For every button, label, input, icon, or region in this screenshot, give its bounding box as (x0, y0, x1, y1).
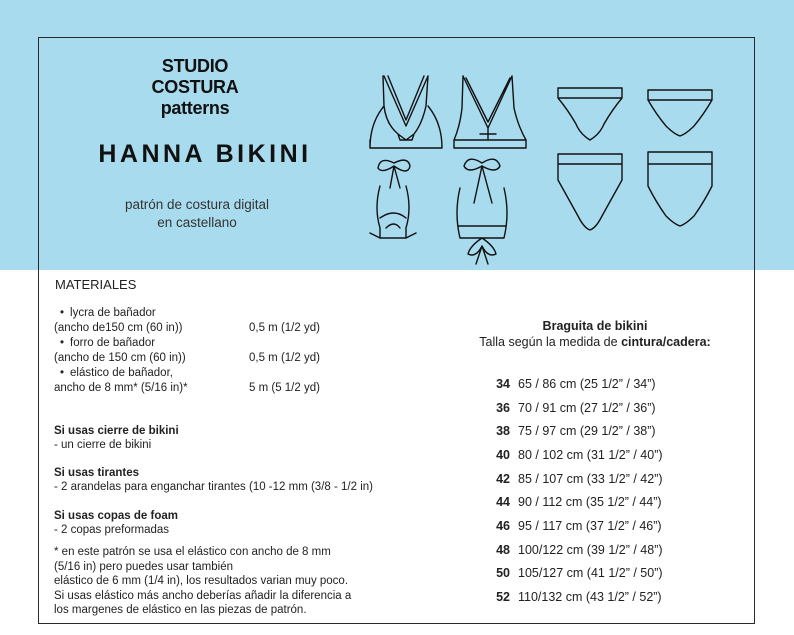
size-number: 50 (496, 566, 510, 581)
material-row (54, 381, 354, 396)
note-line: los margenes de elástico en las piezas de patrón. (54, 604, 307, 616)
bikini-illustrations (350, 68, 750, 268)
size-chart-title: Braguita de bikini (542, 319, 648, 333)
halter-top-front-icon (370, 160, 416, 238)
size-number: 46 (496, 518, 510, 533)
size-row (470, 538, 730, 562)
size-row (470, 419, 730, 443)
option-heading: Si usas cierre de bikini (54, 425, 179, 437)
note-line: * en este patrón se usa el elástico con ancho de 8 mm (54, 546, 331, 558)
bikini-bottom-high-icon (558, 154, 622, 230)
material-row (54, 366, 354, 381)
size-chart-header (430, 318, 760, 350)
size-number: 38 (496, 424, 510, 439)
size-measure: 90 / 112 cm (35 1/2” / 44”) (518, 495, 662, 510)
material-row (54, 336, 354, 351)
material-qty: 0,5 m (1/2 yd) (249, 322, 320, 334)
subtitle-line-1: patrón de costura digital (124, 197, 270, 212)
size-row (470, 372, 730, 396)
size-number: 52 (496, 590, 510, 605)
material-row (54, 321, 354, 336)
material-desc: (ancho de 150 cm (60 in)) (54, 352, 186, 364)
material-desc: • lycra de bañador (54, 306, 255, 321)
option-block-foam-cups (54, 509, 454, 537)
size-measure: 100/122 cm (39 1/2” / 48”) (518, 542, 663, 557)
materials-list (54, 306, 354, 396)
size-row (470, 396, 730, 420)
materials-title: MATERIALES (55, 277, 137, 292)
material-desc: (ancho de150 cm (60 in)) (54, 322, 183, 334)
material-qty: 5 m (5 1/2 yd) (249, 382, 320, 394)
option-text: - 2 copas preformadas (54, 524, 170, 536)
size-measure: 110/132 cm (43 1/2” / 52”) (518, 590, 662, 605)
option-block-straps (54, 466, 454, 494)
bikini-bottom-highwaist-icon (648, 152, 712, 226)
size-number: 34 (496, 376, 510, 391)
option-text: - 2 arandelas para enganchar tirantes (10 -12 mm (3/8 - 1/2 in) (54, 481, 373, 493)
material-desc: • forro de bañador (54, 336, 255, 351)
brand-logo (120, 56, 270, 119)
material-row (54, 351, 354, 366)
subtitle-prefix: Talla según la medida de (479, 335, 622, 349)
size-number: 44 (496, 495, 510, 510)
note-line: Si usas elástico más ancho deberías añadir la diferencia a (54, 589, 352, 602)
halter-top-back-icon (457, 159, 507, 264)
size-row (470, 514, 730, 538)
material-row (54, 306, 354, 321)
material-desc: ancho de 8 mm* (5/16 in)* (54, 382, 188, 394)
size-row (470, 467, 730, 491)
size-number: 42 (496, 471, 510, 486)
brand-line-2: COSTURA (151, 77, 239, 97)
size-row (470, 490, 730, 514)
size-row (470, 585, 730, 609)
size-measure: 70 / 91 cm (27 1/2” / 36”) (518, 400, 656, 415)
size-measure: 95 / 117 cm (37 1/2” / 46”) (518, 518, 662, 533)
size-measure: 85 / 107 cm (33 1/2” / 42”) (518, 471, 663, 486)
bikini-top-back-icon (454, 76, 526, 148)
size-number: 48 (496, 542, 510, 557)
product-title: HANNA BIKINI (98, 140, 312, 168)
option-text: - un cierre de bikini (54, 439, 152, 451)
bikini-bottom-mid-icon (648, 90, 712, 136)
size-measure: 80 / 102 cm (31 1/2” / 40”) (518, 447, 663, 462)
subtitle-bold: cintura/cadera: (621, 335, 711, 349)
option-heading: Si usas tirantes (54, 467, 140, 479)
subtitle-line-2: en castellano (157, 215, 237, 230)
size-row (470, 443, 730, 467)
size-number: 40 (496, 447, 510, 462)
material-desc: • elástico de bañador, (54, 366, 255, 381)
size-number: 36 (496, 400, 510, 415)
bikini-bottom-low-icon (558, 88, 622, 140)
size-chart-table (470, 372, 730, 609)
size-measure: 105/127 cm (41 1/2” / 50”) (518, 566, 663, 581)
size-chart-subtitle (430, 334, 760, 350)
option-block-closure (54, 424, 454, 452)
elastic-note (54, 545, 414, 618)
size-measure: 75 / 97 cm (29 1/2” / 38”) (518, 424, 656, 439)
option-heading: Si usas copas de foam (54, 510, 178, 522)
note-line: elástico de 6 mm (1/4 in), los resultados varian muy poco. (54, 575, 349, 587)
brand-line-1: STUDIO (161, 56, 229, 76)
product-subtitle (92, 196, 302, 232)
material-qty: 0,5 m (1/2 yd) (249, 352, 320, 364)
size-row (470, 562, 730, 586)
note-line: (5/16 in) pero puedes usar también (54, 560, 233, 573)
brand-line-3: patterns (160, 98, 230, 118)
size-measure: 65 / 86 cm (25 1/2” / 34”) (518, 376, 656, 391)
bikini-top-front-icon (370, 76, 442, 148)
